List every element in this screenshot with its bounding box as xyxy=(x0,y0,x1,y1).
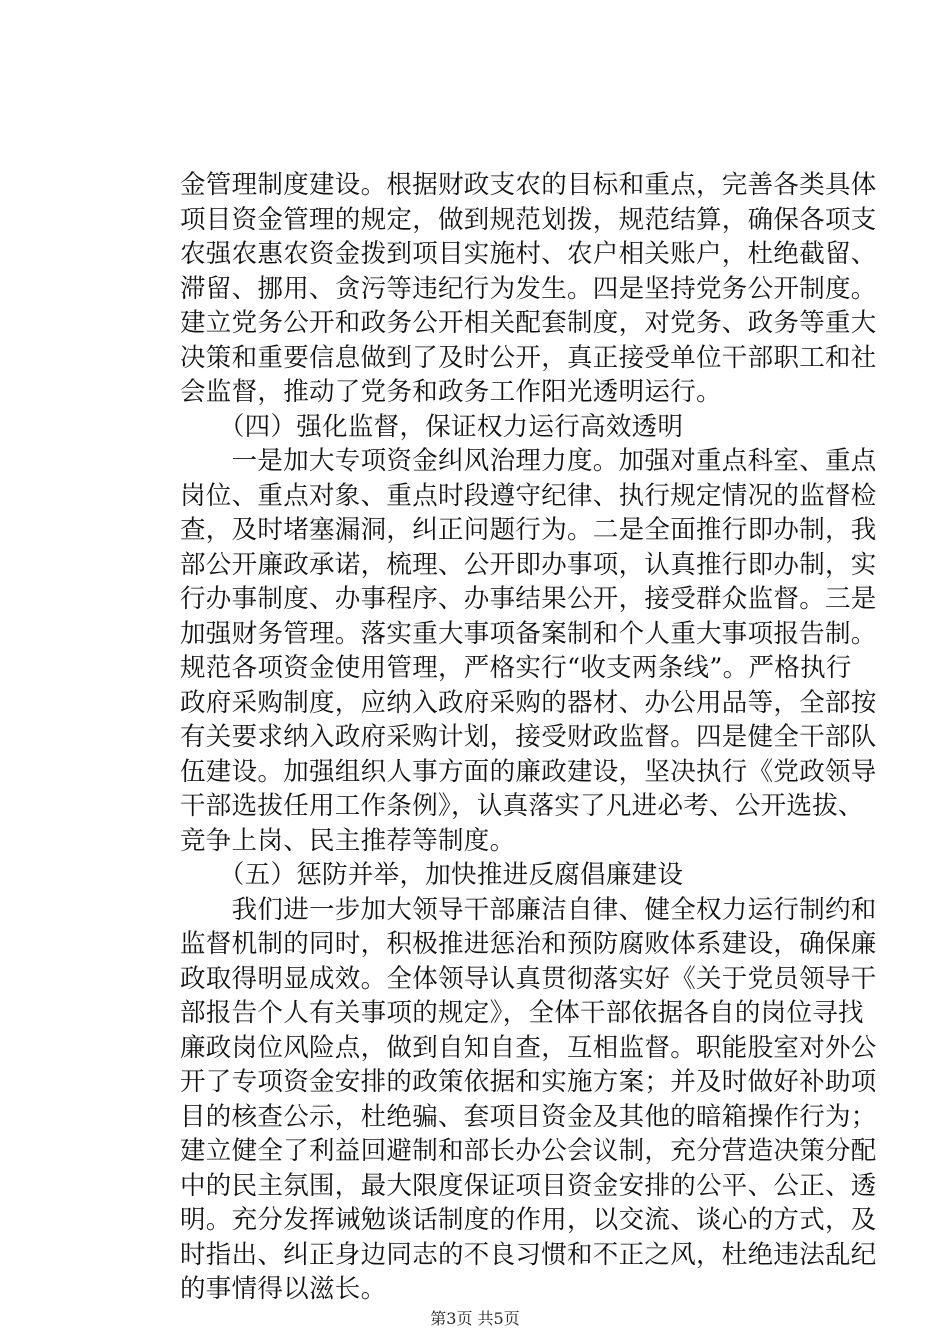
text-line: 规范各项资金使用管理，严格实行“收支两条线”。严格执行 xyxy=(180,653,852,683)
text-line: 目的核查公示，杜绝骗、套项目资金及其他的暗箱操作行为； xyxy=(180,1101,877,1132)
text-line: 加强财务管理。落实重大事项备案制和个人重大事项报告制。 xyxy=(180,618,877,649)
text-line: 中的民主氛围，最大限度保证项目资金安排的公平、公正、透 xyxy=(180,1170,877,1201)
text-line: 农强农惠农资金拨到项目实施村、农户相关账户，杜绝截留、 xyxy=(180,239,877,269)
text-line: 金管理制度建设。根据财政支农的目标和重点，完善各类具体 xyxy=(180,170,877,200)
text-line: 时指出、纠正身边同志的不良习惯和不正之风，杜绝违法乱纪 xyxy=(180,1239,877,1270)
document-body xyxy=(180,168,877,1307)
text-line: 政府采购制度，应纳入政府采购的器材、办公用品等，全部按 xyxy=(180,687,877,718)
section-heading: （四）强化监督，保证权力运行高效透明 xyxy=(180,411,684,442)
text-line: 部公开廉政承诺，梳理、公开即办事项，认真推行即办制，实 xyxy=(180,549,877,580)
page-number: 第3页 共5页 xyxy=(430,1309,520,1328)
page-footer xyxy=(0,1306,950,1329)
text-line: 开了专项资金安排的政策依据和实施方案；并及时做好补助项 xyxy=(180,1067,877,1097)
text-line: 政取得明显成效。全体领导认真贯彻落实好《关于党员领导干 xyxy=(180,963,877,994)
text-line: 岗位、重点对象、重点时段遵守纪律、执行规定情况的监督检 xyxy=(180,480,877,511)
text-line: 查，及时堵塞漏洞，纠正问题行为。二是全面推行即办制，我 xyxy=(180,515,877,545)
text-line: 决策和重要信息做到了及时公开，真正接受单位干部职工和社 xyxy=(180,342,877,373)
text-line: 滞留、挪用、贪污等违纪行为发生。四是坚持党务公开制度。 xyxy=(180,273,877,304)
text-line: 项目资金管理的规定，做到规范划拨，规范结算，确保各项支 xyxy=(180,204,877,235)
text-line: 行办事制度、办事程序、办事结果公开，接受群众监督。三是 xyxy=(180,584,877,614)
text-line: 明。充分发挥诫勉谈话制度的作用，以交流、谈心的方式，及 xyxy=(180,1205,877,1235)
text-line: 建立党务公开和政务公开相关配套制度，对党务、政务等重大 xyxy=(180,308,877,338)
text-line: 监督机制的同时，积极推进惩治和预防腐败体系建设，确保廉 xyxy=(180,929,877,959)
text-line: 廉政岗位风险点，做到自知自查，互相监督。职能股室对外公 xyxy=(180,1032,877,1063)
text-line: 我们进一步加大领导干部廉洁自律、健全权力运行制约和 xyxy=(180,894,877,925)
text-line: 有关要求纳入政府采购计划，接受财政监督。四是健全干部队 xyxy=(180,722,877,752)
text-line: 干部选拔任用工作条例》，认真落实了凡进必考、公开选拔、 xyxy=(180,791,864,821)
text-line: 竞争上岗、民主推荐等制度。 xyxy=(180,825,516,856)
text-line: 建立健全了利益回避制和部长办公会议制，充分营造决策分配 xyxy=(180,1136,877,1166)
text-line: 的事情得以滋长。 xyxy=(180,1274,387,1304)
text-line: 部报告个人有关事项的规定》，全体干部依据各自的岗位寻找 xyxy=(180,998,864,1028)
text-line: 伍建设。加强组织人事方面的廉政建设，坚决执行《党政领导 xyxy=(180,756,877,787)
text-line: 一是加大专项资金纠风治理力度。加强对重点科室、重点 xyxy=(180,446,877,476)
text-line: 会监督，推动了党务和政务工作阳光透明运行。 xyxy=(180,377,722,407)
section-heading: （五）惩防并举，加快推进反腐倡廉建设 xyxy=(180,860,684,890)
